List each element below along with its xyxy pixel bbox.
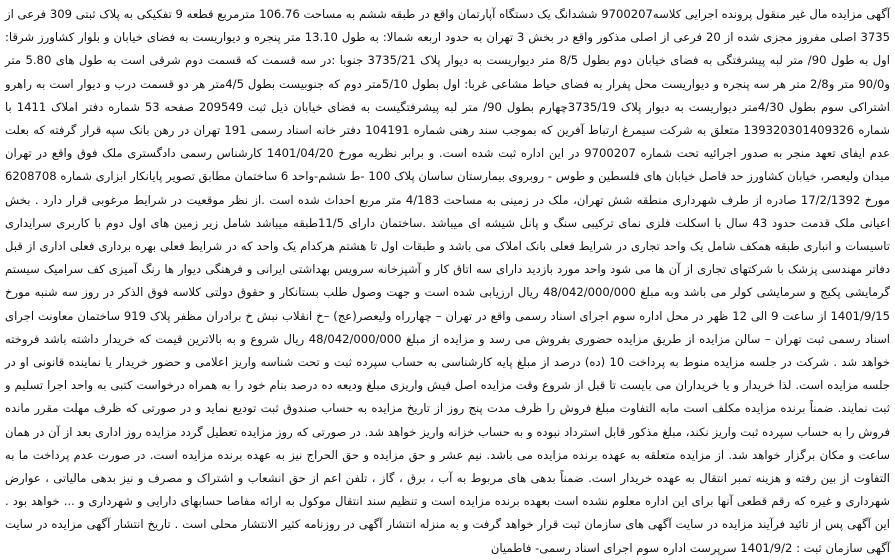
auction-notice-text: آگهی مزایده مال غیر منقول پرونده اجرایی کلاسه9700207 ششدانگ یک دستگاه آپارتمان واقع در طبقه ششم به مساحت 106.76 مترمربع قطعه 9 تفکیکی به پلاک ثبتی 309 فرعی از 3735 اصلی مفروز مجزی شده از 20 فرعی از اصلی مذکور واقع در بخش 3 تهران به حدود اربعه شمالا: به طول 13.10 متر پنجره و دیواریست به فضای خیابان و بلوار کشاورز شرقا: اول به طول 90/ متر لبه پیشرفتگی به فضای خیابان دوم بطول 8/5 متر دیواریست به دیوار پلاک 3735/21 جنوبا :در سه قسمت که قسمت دوم شرقی است به طول های 5.80 متر و90/0 متر و2/8 متر هر سه پنجره و دیواریست محل پفرار به فضای حیاط مشاعی غربا: اول بطول 5/10متر دوم که جنوبیست بطول 4/5متر هر دو قسمت درب و دیوار است به راهرو اشتراکی سوم بطول 4/30متر دیواریست به دیوار پلاک 3735/19چهارم بطول 90/ متر لبه پیشرفتگیست به فضای خیابان ذیل ثبت 209549 صفحه 53 شماره دفتر املاک 1411 با شماره 139320301409326 متعلق به شرکت سیمرغ ارتباط آفرین که بموجب سند رهنی شماره 104191 دفتر خانه اسناد رسمی 191 تهران در رهن بانک سپه قرار گرفته که بعلت عدم ایفای تعهد منجر به صدور اجرائیه تحت شماره 9700207 در این اداره ثبت شده است. و برابر نظریه مورخ 1401/04/20 کارشناس رسمی دادگستری ملک فوق واقع در تهران میدان ولیعصر، خیابان کشاورز حد فاصل خیابان های فلسطین و طوس - روبروی بیمارستان ساسان پلاک 100 -ط ششم-واحد 6 ساختمان مطابق تصویر پایانکار ابزاری شماره 6208708 مورخ 17/2/1392 صادره از طرف شهرداری منطقه شش تهران، ملک در زمینی به مساحت 4/183 متر مربع احداث شده است .از نظر موقعیت در شرایط مرغوبی قرار دارد . بخش اعیانی ملک قدمت حدود 43 سال با اسکلت فلزی نمای ترکیبی سنگ و پانل شیشه ای میباشد .ساختمان دارای 11/5طبقه میباشد شامل زیر زمین های اول دوم با کاربری سرایداری تاسیسات و انباری طبقه همکف شامل یک واحد تجاری در شرایط فعلی بانک املاک می باشد و طبقات اول تا هشتم هرکدام یک واحد که در شرایط فعلی بهره برداری فعلی اداری از قبل دفاتر مهندسی پزشک با شرکتهای تجاری از آن ها می شود واحد مورد بازدید دارای سه اتاق کار و آشپزخانه سرویس بهداشتی ایرانی و فرهنگی دیوار ها رنگ آمیزی کف سرامیک سیستم گرمایشی پکیج و سرمایشی کولر می باشد وبه مبلغ 48/042/000/000 ریال ارزیابی شده است و جهت وصول طلب بستانکار و حقوق دولتی کلاسه فوق الذکر در روز سه شنبه مورخ 1401/9/15 از ساعت 9 الی 12 ظهر در محل اداره سوم اجرای اسناد رسمی واقع در تهران – چهارراه ولیعصر(عج) –خ انقلاب نبش خ برادران مظفر پلاک 919 ساختمان معاونت اجرای اسناد رسمی ثبت تهران – سالن مزایده از طریق مزایده حضوری بفروش می رسد و مزایده از مبلغ 48/042/000/000 ریال شروع و به بالاترین قیمت که خریدار داشته باشد فروخته خواهد شد . شرکت در جلسه مزایده منوط به پرداخت 10 (ده) درصد از مبلغ پایه کارشناسی به حساب سپرده ثبت و تحت شناسه واریز اعلامی و حضور خریدار یا نماینده قانونی او در جلسه مزایده است. لذا خریدار و یا خریداران می بایست تا قبل از شروع وقت مزایده اصل فیش واریزی مبلغ ودیعه ده درصد بنام خود را به همراه درخواست کتبی به واحد اجرا تسلیم و ثبت نمایند. ضمناً برنده مزایده مکلف است مابه التفاوت مبلغ فروش را ظرف مدت پنج روز از تاریخ مزایده به حساب صندوق ثبت تودیع نماید و در صورتی که ظرف مهلت مقرر مانده فروش را به حساب سپرده ثبت واریز نکند، مبلغ مذکور قابل استرداد نبوده و به حساب خزانه واریز خواهد شد. در صورتی که روز مزایده تعطیل گردد مزایده روز اداری بعد از آن در همان ساعت و مکان برگزار خواهد شد. از مزایده متعلقه به عهده برنده مزایده می باشد. نیم عشر و حق مزایده و حق الحراج نیز به عهده برنده مزایده است. در صورت عدم پرداخت ما به التفاوت از بین رفته و هزینه تمبر انتقال به عهده خریدار است. ضمناً بدهی های مربوط به آب ، برق ، گاز ، تلفن اعم از حق انشعاب و اشتراک و مصرف و نیز بدهی مالیاتی ، عوارض شهرداری و غیره که رقم قطعی آنها برای این اداره معلوم نشده است بعهده برنده مزایده است و تنظیم سند انتقال موکول به ارائه مفاصا حسابهای دارایی و شهرداری و ... خواهد بود . این آگهی پس از تائید فرآیند مزایده در سایت آگهی های سازمان ثبت قرار خواهد گرفت و به منزله انتشار آگهی در روزنامه کثیر الانتشار محلی است . تاریخ انتشار آگهی مزایده در سایت آگهی سازمان ثبت : 1401/9/2 سرپرست اداره سوم اجرای اسناد رسمی- فاطمیان [5, 7, 891, 555]
auction-notice [5, 3, 891, 555]
